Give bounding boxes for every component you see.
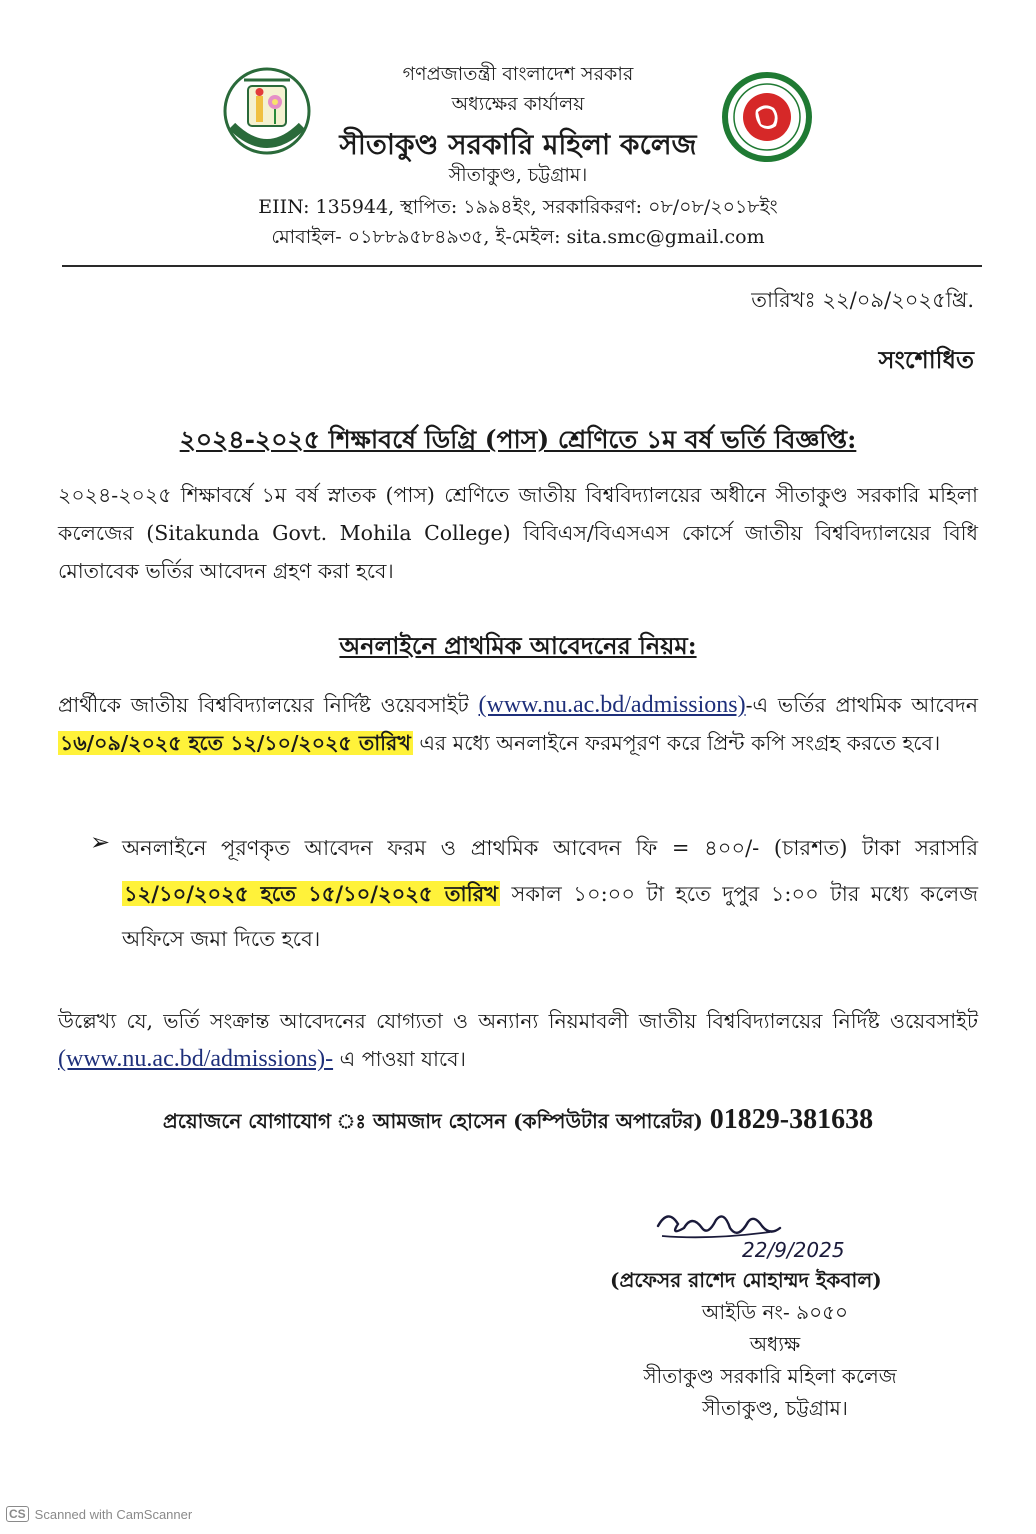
rules-text-1: প্রার্থীকে জাতীয় বিশ্ববিদ্যালয়ের নির্দিষ্ট ওয়েবসাইট: [58, 693, 479, 717]
contact-line: [58, 1104, 978, 1140]
bullet-paragraph: [122, 826, 978, 962]
signatory-location: সীতাকুণ্ড, চট্টগ্রাম।: [702, 1396, 848, 1420]
contact-label: প্রয়োজনে যোগাযোগ ঃ আমজাদ হোসেন (কম্পিউটার অপারেটর): [162, 1109, 710, 1133]
header-contact: মোবাইল- ০১৮৮৯৫৮৪৯৩৫, ই-মেইল: sita.smc@gmail.com: [271, 226, 765, 248]
header-govt-line: গণপ্রজাতন্ত্রী বাংলাদেশ সরকার: [402, 63, 634, 85]
signatory-college: সীতাকুণ্ড সরকারি মহিলা কলেজ: [643, 1364, 897, 1388]
header-divider: [62, 265, 982, 267]
submission-date-highlight: ১২/১০/২০২৫ হতে ১৫/১০/২০২৫ তারিখ: [124, 881, 498, 906]
handwritten-date: 22/9/2025: [742, 1238, 845, 1262]
header-college-name: সীতাকুণ্ড সরকারি মহিলা কলেজ: [339, 128, 697, 161]
application-date-highlight: ১৬/০৯/২০২৫ হতে ১২/১০/২০২৫ তারিখ: [60, 731, 411, 755]
bullet-text-2: সকাল ১০:০০ টা হতে দুপুর ১:০০ টার মধ্যে কলেজ অফিসে জমা দিতে হবে।: [122, 882, 978, 951]
bullet-text-1: অনলাইনে পূরণকৃত আবেদন ফরম ও প্রাথমিক আবেদন ফি = ৪০০/- (চারশত) টাকা সরাসরি: [122, 836, 978, 860]
signatory-name: (প্রফেসর রাশেদ মোহাম্মদ ইকবাল): [610, 1268, 882, 1292]
admissions-link-2[interactable]: (www.nu.ac.bd/admissions)-: [58, 1046, 334, 1072]
signatory-id: আইডি নং- ৯০৫০: [701, 1300, 849, 1324]
intro-paragraph: ২০২৪-২০২৫ শিক্ষাবর্ষে ১ম বর্ষ স্নাতক (পাস) শ্রেণিতে জাতীয় বিশ্ববিদ্যালয়ের অধীনে সীতাকুণ্ড সরকারি মহিলা কলেজের (Sitakunda Govt. Mohila College) বিবিএস/বিএসএস কোর্সে জাতীয় বিশ্ববিদ্যালয়ের বিধি মোতাবেক ভর্তির আবেদন গ্রহণ করা হবে।: [58, 483, 978, 583]
note-text-1: উল্লেখ্য যে, ভর্তি সংক্রান্ত আবেদনের যোগ্যতা ও অন্যান্য নিয়মাবলী জাতীয় বিশ্ববিদ্যালয়ের নির্দিষ্ট ওয়েবসাইট: [58, 1009, 978, 1033]
header-eiin: EIIN: 135944, স্থাপিত: ১৯৯৪ইং, সরকারিকরণ: ০৮/০৮/২০১৮ইং: [258, 196, 778, 218]
notice-title: ২০২৪-২০২৫ শিক্ষাবর্ষে ডিগ্রি (পাস) শ্রেণিতে ১ম বর্ষ ভর্তি বিজ্ঞপ্তি:: [179, 425, 857, 454]
rules-paragraph: [58, 686, 978, 762]
rules-text-2: -এ ভর্তির প্রাথমিক আবেদন: [745, 693, 978, 717]
camscanner-watermark: [6, 1506, 192, 1522]
admissions-link[interactable]: (www.nu.ac.bd/admissions): [478, 692, 746, 718]
camscanner-badge: CS: [6, 1506, 29, 1522]
note-paragraph: [58, 1002, 978, 1078]
revised-label: সংশোধিত: [878, 345, 974, 374]
rules-text-3: এর মধ্যে অনলাইনে ফরমপূরণ করে প্রিন্ট কপি সংগ্রহ করতে হবে।: [412, 731, 941, 755]
header-location: সীতাকুণ্ড, চট্টগ্রাম।: [448, 164, 588, 186]
bullet-arrow-icon: ➢: [90, 828, 111, 856]
contact-phone: 01829-381638: [709, 1104, 874, 1135]
header-office-line: অধ্যক্ষের কার্যালয়: [451, 93, 585, 115]
note-text-2: এ পাওয়া যাবে।: [333, 1047, 466, 1071]
rules-heading: অনলাইনে প্রাথমিক আবেদনের নিয়ম:: [339, 631, 697, 660]
signatory-designation: অধ্যক্ষ: [749, 1332, 801, 1356]
notice-date: তারিখঃ ২২/০৯/২০২৫খ্রি.: [751, 288, 974, 312]
camscanner-text: Scanned with CamScanner: [34, 1506, 193, 1522]
